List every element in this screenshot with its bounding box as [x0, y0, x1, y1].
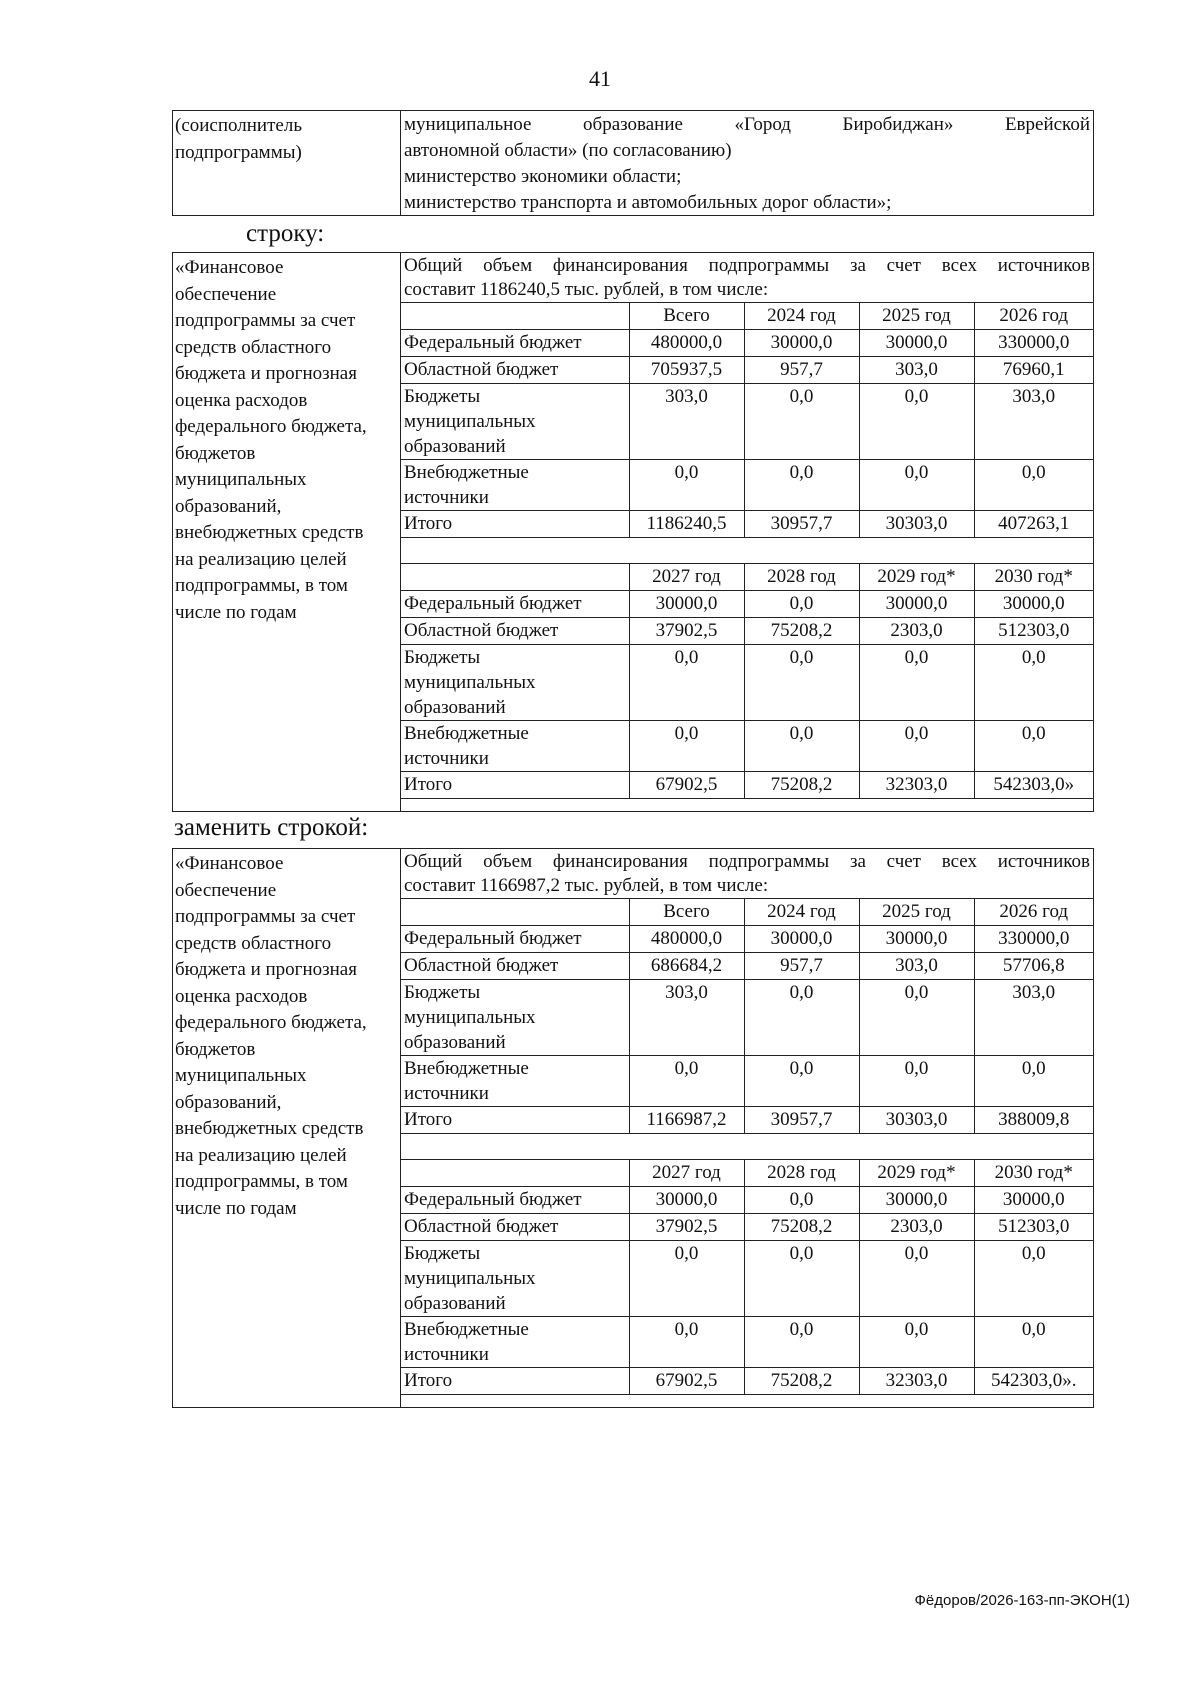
row-label	[401, 721, 629, 772]
table-row	[401, 1187, 1093, 1214]
value-cell: 0,0	[744, 980, 859, 1056]
value-cell: 542303,0»	[974, 772, 1093, 799]
value-cell: 0,0	[629, 721, 744, 772]
table-row	[401, 980, 1093, 1056]
finance-label-line: федерального бюджета,	[175, 416, 367, 437]
value-cell: 75208,2	[744, 618, 859, 645]
row-label-line: источники	[404, 748, 489, 769]
value-cell: 75208,2	[744, 772, 859, 799]
header-cell: 2030 год*	[974, 564, 1093, 591]
page-number: 41	[589, 66, 611, 91]
coexecutor-text	[401, 111, 1093, 215]
value-cell: 2303,0	[859, 1214, 974, 1241]
table-header-row	[401, 303, 1093, 330]
table-row	[401, 772, 1093, 799]
table-row	[401, 1056, 1093, 1107]
row-label-line: Внебюджетные	[404, 723, 529, 744]
row-label: Итого	[401, 772, 629, 799]
row-label-line: образований	[404, 1293, 506, 1314]
empty-cell	[401, 899, 629, 926]
finance-detail-new	[401, 849, 1093, 1407]
coexecutor-text-line: министерство транспорта и автомобильных дорог области»;	[404, 192, 892, 213]
value-cell: 0,0	[859, 1241, 974, 1317]
row-label-line: Бюджеты	[404, 982, 481, 1003]
value-cell: 2303,0	[859, 618, 974, 645]
row-label: Областной бюджет	[401, 357, 629, 384]
value-cell: 303,0	[974, 980, 1093, 1056]
header-cell: 2026 год	[974, 899, 1093, 926]
spacer-row	[401, 1134, 1093, 1160]
coexecutor-text-line: автономной области» (по согласованию)	[404, 140, 732, 161]
finance-label-line: федерального бюджета,	[175, 1012, 367, 1033]
row-label-line: Бюджеты	[404, 386, 481, 407]
value-cell: 0,0	[974, 1056, 1093, 1107]
table-row	[401, 645, 1093, 721]
finance-label-line: подпрограммы, в том	[175, 575, 348, 596]
table-row	[401, 926, 1093, 953]
value-cell: 30000,0	[974, 591, 1093, 618]
table-row	[401, 1368, 1093, 1395]
value-cell: 75208,2	[744, 1368, 859, 1395]
header-cell: 2030 год*	[974, 1160, 1093, 1187]
empty-cell	[401, 303, 629, 330]
spacer-cell	[401, 538, 1093, 564]
finance-label-line: образований,	[175, 495, 282, 517]
spacer-cell	[401, 1134, 1093, 1160]
table-row	[401, 721, 1093, 772]
row-label: Федеральный бюджет	[401, 926, 629, 953]
value-cell: 303,0	[859, 357, 974, 384]
value-cell: 57706,8	[974, 953, 1093, 980]
header-cell: 2029 год*	[859, 564, 974, 591]
value-cell: 686684,2	[629, 953, 744, 980]
value-cell: 0,0	[859, 1317, 974, 1368]
value-cell: 75208,2	[744, 1214, 859, 1241]
row-label-line: муниципальных	[404, 411, 536, 432]
value-cell: 30303,0	[859, 1107, 974, 1134]
value-cell: 0,0	[629, 1241, 744, 1317]
row-label: Федеральный бюджет	[401, 330, 629, 357]
table-header-row	[401, 899, 1093, 926]
finance-label-line: на реализацию целей	[175, 548, 347, 570]
value-cell: 67902,5	[629, 1368, 744, 1395]
value-cell: 0,0	[859, 1056, 974, 1107]
table-row	[401, 1214, 1093, 1241]
row-label-line: муниципальных	[404, 1268, 536, 1289]
header-cell: 2029 год*	[859, 1160, 974, 1187]
finance-label-old	[173, 253, 401, 811]
value-cell: 30000,0	[859, 1187, 974, 1214]
value-cell: 303,0	[629, 384, 744, 460]
row-label-line: муниципальных	[404, 672, 536, 693]
value-cell: 705937,5	[629, 357, 744, 384]
finance-label-line: муниципальных	[175, 469, 307, 490]
header-cell: 2024 год	[744, 899, 859, 926]
new-finance-block	[172, 848, 1094, 1408]
value-cell: 0,0	[859, 980, 974, 1056]
table-row	[401, 511, 1093, 538]
value-cell: 0,0	[859, 721, 974, 772]
value-cell: 30000,0	[629, 591, 744, 618]
finance-label-line: подпрограммы за счет	[175, 310, 356, 331]
value-cell: 0,0	[859, 645, 974, 721]
table-row	[401, 460, 1093, 511]
value-cell: 0,0	[744, 1056, 859, 1107]
value-cell: 32303,0	[859, 1368, 974, 1395]
value-cell: 32303,0	[859, 772, 974, 799]
value-cell: 30000,0	[859, 926, 974, 953]
value-cell: 303,0	[859, 953, 974, 980]
value-cell: 957,7	[744, 357, 859, 384]
header-cell: Всего	[629, 899, 744, 926]
coexecutor-text-line: министерство экономики области;	[404, 166, 682, 187]
header-cell: 2025 год	[859, 899, 974, 926]
value-cell: 30000,0	[744, 926, 859, 953]
coexecutor-text-line: муниципальное образование «Город Биробиджан» Еврейской	[404, 114, 1090, 135]
table-row	[401, 357, 1093, 384]
value-cell: 512303,0	[974, 1214, 1093, 1241]
table-row	[401, 591, 1093, 618]
finance-table-old	[401, 303, 1093, 799]
row-label: Федеральный бюджет	[401, 1187, 629, 1214]
old-finance-block	[172, 252, 1094, 812]
value-cell: 388009,8	[974, 1107, 1093, 1134]
value-cell: 0,0	[629, 645, 744, 721]
row-label-line: источники	[404, 1344, 489, 1365]
value-cell: 30303,0	[859, 511, 974, 538]
finance-label-line: бюджета и прогнозная	[175, 959, 357, 980]
header-cell: 2027 год	[629, 564, 744, 591]
value-cell: 30000,0	[859, 330, 974, 357]
header-cell: Всего	[629, 303, 744, 330]
row-label-line: Бюджеты	[404, 1243, 481, 1264]
value-cell: 76960,1	[974, 357, 1093, 384]
row-label	[401, 645, 629, 721]
value-cell: 0,0	[629, 1317, 744, 1368]
value-cell: 0,0	[859, 384, 974, 460]
value-cell: 0,0	[629, 460, 744, 511]
finance-label-line: «Финансовое	[175, 257, 284, 278]
table-row	[401, 953, 1093, 980]
finance-label-line: обеспечение	[175, 283, 277, 305]
row-label-line: Бюджеты	[404, 647, 481, 668]
finance-detail-old	[401, 253, 1093, 811]
finance-label-line: «Финансовое	[175, 853, 284, 874]
empty-cell	[401, 564, 629, 591]
table-row	[401, 618, 1093, 645]
row-label: Областной бюджет	[401, 953, 629, 980]
header-cell: 2028 год	[744, 1160, 859, 1187]
value-cell: 0,0	[744, 721, 859, 772]
finance-label-line: оценка расходов	[175, 389, 308, 411]
coexecutor-block	[172, 110, 1094, 216]
value-cell: 0,0	[974, 645, 1093, 721]
spacer-row	[401, 538, 1093, 564]
table-row	[401, 1241, 1093, 1317]
header-cell: 2026 год	[974, 303, 1093, 330]
coexecutor-label-line: подпрограммы)	[175, 141, 302, 163]
header-cell: 2028 год	[744, 564, 859, 591]
row-label-line: образований	[404, 697, 506, 718]
finance-label-line: числе по годам	[175, 1197, 297, 1219]
heading-old: строку:	[246, 220, 325, 247]
table-row	[401, 1107, 1093, 1134]
value-cell: 542303,0».	[974, 1368, 1093, 1395]
row-label-line: источники	[404, 487, 489, 508]
row-label	[401, 1241, 629, 1317]
row-label	[401, 1317, 629, 1368]
intro-line: Общий объем финансирования подпрограммы за счет всех источников	[404, 255, 1090, 276]
row-label-line: муниципальных	[404, 1007, 536, 1028]
finance-label-new	[173, 849, 401, 1407]
value-cell: 30000,0	[629, 1187, 744, 1214]
value-cell: 330000,0	[974, 926, 1093, 953]
table-row	[401, 1317, 1093, 1368]
value-cell: 303,0	[629, 980, 744, 1056]
value-cell: 0,0	[744, 645, 859, 721]
row-label-line: образований	[404, 1032, 506, 1053]
table-row	[401, 384, 1093, 460]
value-cell: 30000,0	[974, 1187, 1093, 1214]
value-cell: 512303,0	[974, 618, 1093, 645]
value-cell: 0,0	[629, 1056, 744, 1107]
finance-label-line: бюджета и прогнозная	[175, 363, 357, 384]
finance-label-line: на реализацию целей	[175, 1144, 347, 1166]
value-cell: 957,7	[744, 953, 859, 980]
intro-new	[401, 849, 1093, 899]
value-cell: 0,0	[744, 384, 859, 460]
finance-label-line: образований,	[175, 1091, 282, 1113]
value-cell: 0,0	[974, 460, 1093, 511]
table-header-row	[401, 564, 1093, 591]
value-cell: 30957,7	[744, 511, 859, 538]
intro-old	[401, 253, 1093, 303]
value-cell: 0,0	[974, 1317, 1093, 1368]
row-label	[401, 980, 629, 1056]
coexecutor-label	[173, 111, 401, 215]
table-row	[401, 330, 1093, 357]
value-cell: 30000,0	[859, 591, 974, 618]
value-cell: 0,0	[859, 460, 974, 511]
finance-label-line: бюджетов	[175, 442, 256, 464]
row-label: Итого	[401, 1368, 629, 1395]
value-cell: 407263,1	[974, 511, 1093, 538]
value-cell: 303,0	[974, 384, 1093, 460]
value-cell: 1166987,2	[629, 1107, 744, 1134]
header-cell: 2024 год	[744, 303, 859, 330]
finance-label-line: числе по годам	[175, 601, 297, 623]
row-label: Федеральный бюджет	[401, 591, 629, 618]
value-cell: 67902,5	[629, 772, 744, 799]
row-label	[401, 384, 629, 460]
table-header-row	[401, 1160, 1093, 1187]
finance-label-line: муниципальных	[175, 1065, 307, 1086]
value-cell: 0,0	[744, 1241, 859, 1317]
row-label-line: источники	[404, 1083, 489, 1104]
finance-label-line: внебюджетных средств	[175, 1118, 364, 1139]
value-cell: 1186240,5	[629, 511, 744, 538]
value-cell: 0,0	[744, 591, 859, 618]
row-label-line: Внебюджетные	[404, 1058, 529, 1079]
value-cell: 0,0	[744, 1317, 859, 1368]
row-label: Областной бюджет	[401, 618, 629, 645]
row-label-line: образований	[404, 436, 506, 457]
heading-new: заменить строкой:	[174, 814, 369, 841]
finance-label-line: средств областного	[175, 336, 332, 358]
finance-label-line: подпрограммы за счет	[175, 906, 356, 927]
row-label-line: Внебюджетные	[404, 1319, 529, 1340]
value-cell: 330000,0	[974, 330, 1093, 357]
intro-line: составит 1186240,5 тыс. рублей, в том числе:	[404, 279, 769, 300]
row-label	[401, 460, 629, 511]
value-cell: 480000,0	[629, 926, 744, 953]
row-label: Областной бюджет	[401, 1214, 629, 1241]
value-cell: 0,0	[744, 1187, 859, 1214]
value-cell: 37902,5	[629, 1214, 744, 1241]
row-label: Итого	[401, 511, 629, 538]
header-cell: 2025 год	[859, 303, 974, 330]
intro-line: составит 1166987,2 тыс. рублей, в том числе:	[404, 875, 769, 896]
finance-label-line: обеспечение	[175, 879, 277, 901]
value-cell: 30000,0	[744, 330, 859, 357]
row-label: Итого	[401, 1107, 629, 1134]
finance-label-line: средств областного	[175, 932, 332, 954]
row-label-line: Внебюджетные	[404, 462, 529, 483]
header-cell: 2027 год	[629, 1160, 744, 1187]
finance-label-line: внебюджетных средств	[175, 522, 364, 543]
empty-cell	[401, 1160, 629, 1187]
row-label	[401, 1056, 629, 1107]
value-cell: 0,0	[974, 1241, 1093, 1317]
finance-label-line: оценка расходов	[175, 985, 308, 1007]
value-cell: 0,0	[744, 460, 859, 511]
document-code: Фёдоров/2026-163-пп-ЭКОН(1)	[914, 1592, 1130, 1609]
finance-label-line: подпрограммы, в том	[175, 1171, 348, 1192]
coexecutor-label-line: (соисполнитель	[175, 115, 302, 136]
finance-table-new	[401, 899, 1093, 1395]
value-cell: 480000,0	[629, 330, 744, 357]
intro-line: Общий объем финансирования подпрограммы за счет всех источников	[404, 851, 1090, 872]
finance-label-line: бюджетов	[175, 1038, 256, 1060]
value-cell: 0,0	[974, 721, 1093, 772]
value-cell: 37902,5	[629, 618, 744, 645]
value-cell: 30957,7	[744, 1107, 859, 1134]
